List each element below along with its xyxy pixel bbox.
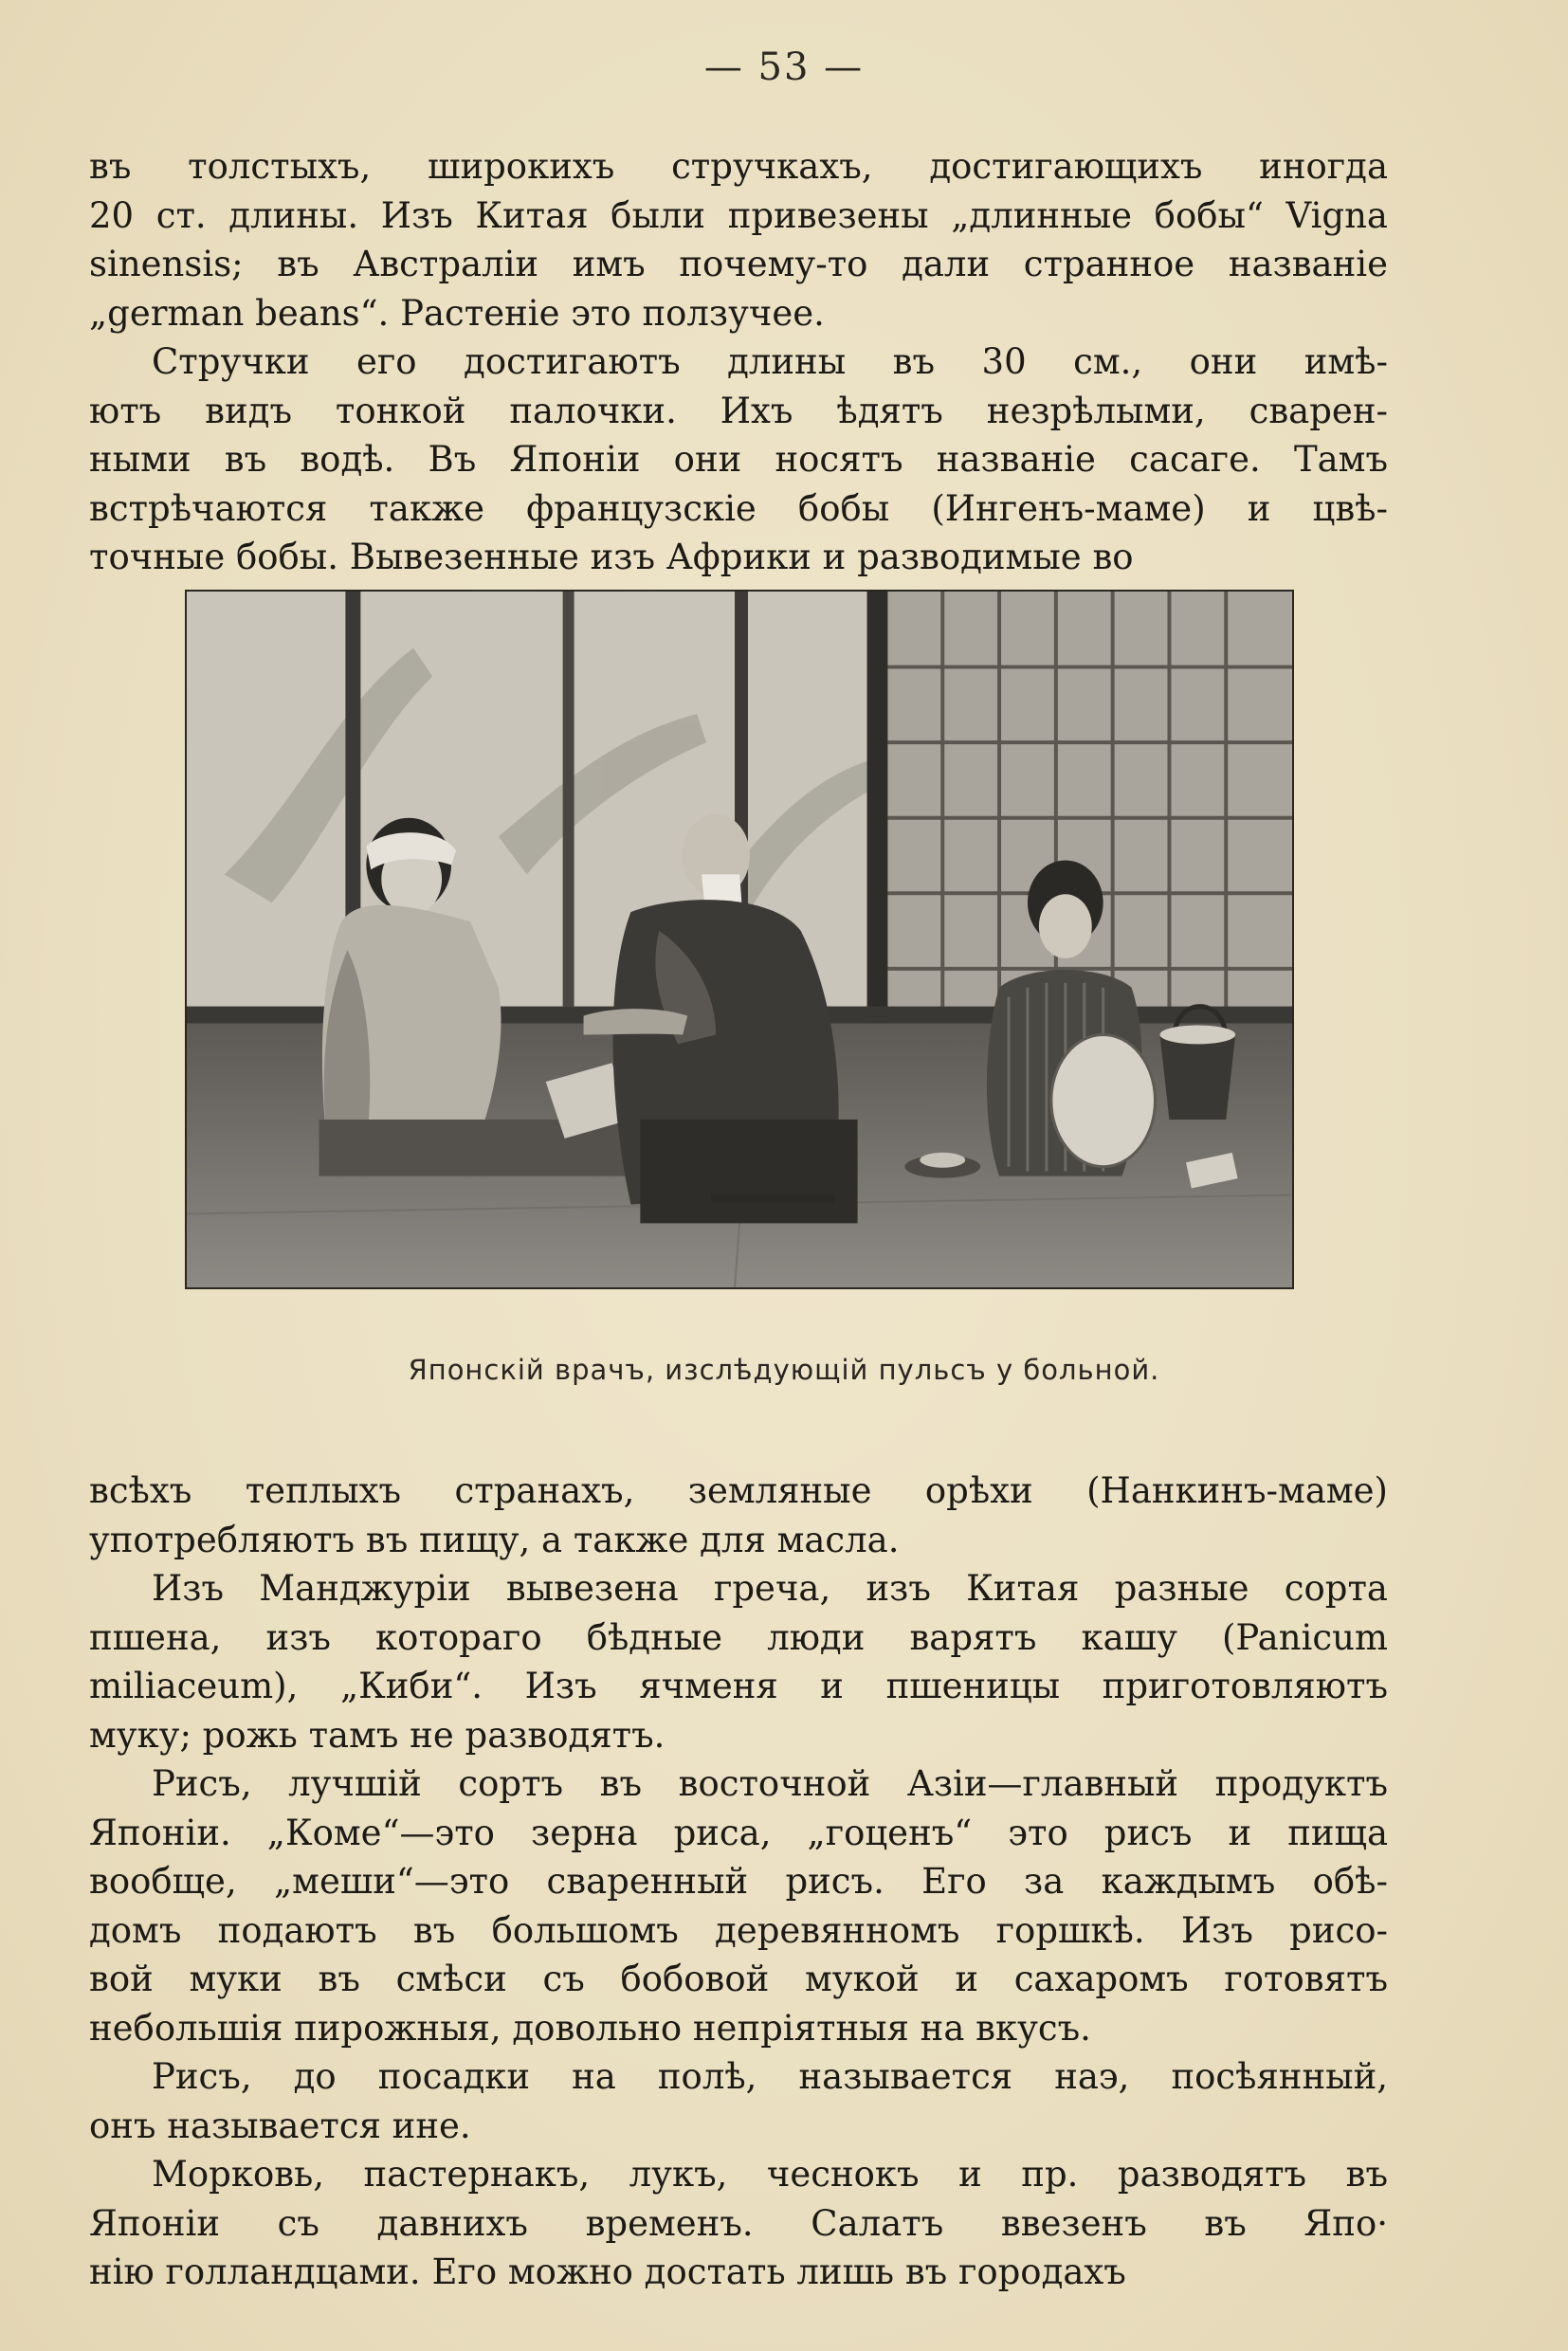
text-line: точные бобы. Вывезенные изъ Африки и разводимые во: [89, 537, 1134, 577]
illustration-japanese-doctor-icon: [187, 592, 1292, 1287]
text-line: Морковь, пастернакъ, лукъ, чеснокъ и пр. разводятъ въ: [152, 2154, 1388, 2195]
text-line: Рисъ, лучшій сортъ въ восточной Азіи—главный продуктъ: [152, 1763, 1388, 1804]
figure-caption: Японскій врачъ, изслѣдующій пульсъ у больной.: [408, 1354, 1160, 1386]
text-line: ными въ водѣ. Въ Японіи они носятъ названіе сасаге. Тамъ: [89, 439, 1388, 480]
text-line: 20 ст. длины. Изъ Китая были привезены „длинные бобы“ Vigna: [89, 194, 1388, 236]
text-line: пшена, изъ котораго бѣдные люди варятъ кашу (Panicum: [89, 1616, 1388, 1658]
figure-illustration: [185, 590, 1294, 1289]
text-line: нію голландцами. Его можно достать лишь въ городахъ: [89, 2251, 1126, 2292]
text-line: встрѣчаются также французскіе бобы (Ингенъ-маме) и цвѣ-: [89, 487, 1388, 529]
text-line: небольшія пирожныя, довольно непріятныя на вкусъ.: [89, 2007, 1091, 2049]
text-line: sinensis; въ Австраліи имъ почему-то дали странное названіе: [89, 244, 1388, 284]
text-block-bottom: [89, 1467, 1388, 2297]
text-line: miliaceum), „Киби“. Изъ ячменя и пшеницы приготовляютъ: [89, 1666, 1388, 1706]
text-line: Изъ Манджуріи вывезена греча, изъ Китая разные сорта: [152, 1568, 1388, 1609]
text-line: употребляютъ въ пищу, а также для масла.: [89, 1519, 900, 1560]
text-line: всѣхъ теплыхъ странахъ, земляные орѣхи (Нанкинъ-маме): [89, 1470, 1388, 1511]
text-line: Японіи съ давнихъ временъ. Салатъ ввезенъ въ Япо·: [89, 2202, 1388, 2244]
text-line: ютъ видъ тонкой палочки. Ихъ ѣдятъ незрѣлыми, сварен-: [89, 390, 1388, 431]
text-line: Японіи. „Коме“—это зерна риса, „гоценъ“ это рисъ и пища: [89, 1812, 1388, 1853]
text-line: домъ подаютъ въ большомъ деревянномъ горшкѣ. Изъ рисо-: [89, 1909, 1388, 1951]
text-line: Рисъ, до посадки на полѣ, называется наэ, посѣянный,: [152, 2056, 1388, 2097]
text-line: въ толстыхъ, широкихъ стручкахъ, достигающихъ иногда: [89, 146, 1388, 187]
text-line: онъ называется ине.: [89, 2105, 471, 2146]
text-line: вой муки въ смѣси съ бобовой мукой и сахаромъ готовятъ: [89, 1959, 1388, 1999]
text-line: „german beans“. Растеніе это ползучее.: [89, 292, 825, 334]
text-line: Стручки его достигаютъ длины въ 30 см., они имѣ-: [152, 341, 1388, 382]
text-line: вообще, „меши“—это сваренный рисъ. Его за каждымъ обѣ-: [89, 1861, 1388, 1902]
text-block-top: [89, 142, 1388, 582]
text-line: муку; рожь тамъ не разводятъ.: [89, 1714, 665, 1756]
page-number: — 53 —: [703, 46, 865, 89]
